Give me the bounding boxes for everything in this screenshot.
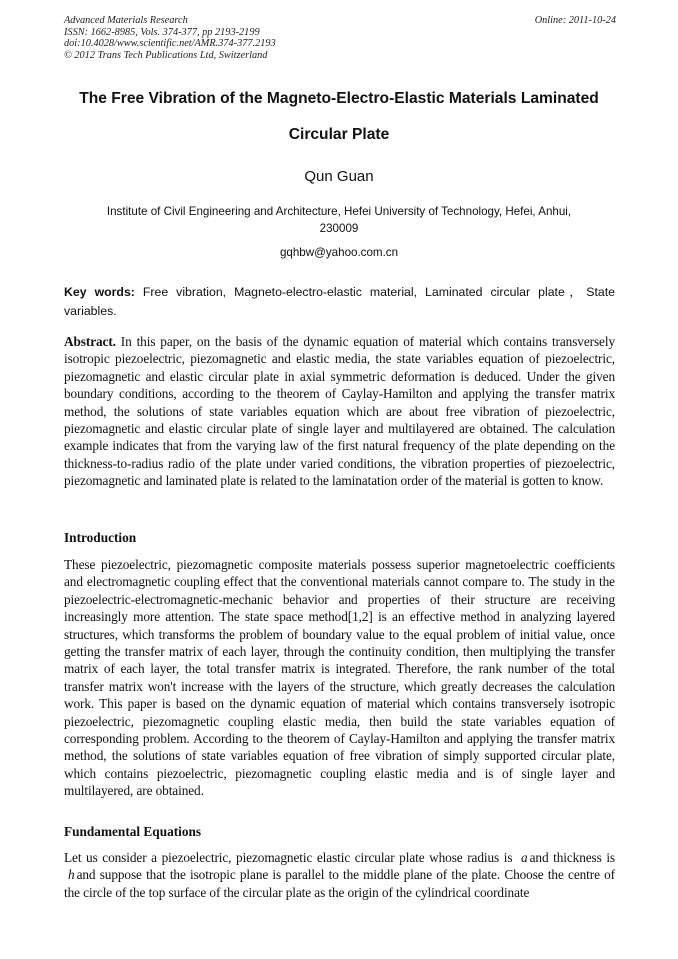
variable-a: a [521, 850, 528, 865]
doi-line: doi:10.4028/www.scientific.net/AMR.374-377.2193 [64, 38, 276, 49]
journal-header [64, 15, 616, 61]
fundamental-text-b: and thickness is [529, 850, 615, 865]
introduction-paragraph: These piezoelectric, piezomagnetic composite materials possess superior magnetoelectric coefficients and electromagnetic coupling effect that the conventional materials cannot compare to. The study in the piezoelectric-electromagnetic-mechanic behavior and properties of their structure are receiving increasingly more attention. The state space method[1,2] is an effective method in analyzing layered structures, which transforms the problem of boundary value to the equal problem of initial value, once getting the transfer matrix of each layer, through the continuity condition, then multiplying the transfer matrix of each layer, the total transfer matrix is integrated. Therefore, the rank number of the total transfer matrix won't increase with the layers of the structure, which greatly decreases the calculation work. This paper is based on the dynamic equation of material which contains transversely isotropic piezoelectric, piezomagnetic coupling elastic media, then build the state variables equation of corresponding problem. According to the theorem of Caylay-Hamilton and applying the transfer matrix method, the solutions of state variables equation of free vibration of simply supported circular plate, which contains piezoelectric, piezomagnetic coupling elastic media and is of single layer and multilayered, are obtained. [64, 557, 615, 799]
fundamental-text-c: and suppose that the isotropic plane is parallel to the middle plane of the plate. Choose the centre of the circle of the top surface of the circular plate as the origin of the cylindrical coordinate [64, 867, 615, 900]
affiliation-line-1: Institute of Civil Engineering and Architecture, Hefei University of Technology, Hefei, Anhui, [106, 205, 572, 218]
section-heading-introduction: Introduction [64, 530, 137, 545]
paper-title-line-2: Circular Plate [288, 126, 390, 143]
online-date: Online: 2011-10-24 [534, 15, 616, 26]
keywords-label: Key words: [64, 285, 135, 299]
fundamental-text-a: Let us consider a piezoelectric, piezomagnetic elastic circular plate whose radius is [64, 850, 518, 865]
author-email: gqhbw@yahoo.com.cn [279, 246, 399, 259]
abstract [64, 333, 615, 490]
abstract-label: Abstract. [64, 334, 116, 349]
affiliation [80, 203, 598, 237]
keywords-text: Free vibration, Magneto-electro-elastic material, Laminated circular plate，State variables. [64, 285, 615, 318]
issn-line: ISSN: 1662-8985, Vols. 374-377, pp 2193-2199 [64, 26, 260, 38]
variable-h: h [68, 867, 75, 883]
abstract-text: In this paper, on the basis of the dynamic equation of material which contains transversely isotropic piezoelectric, piezomagnetic and elastic media, the state variables equation of piezoelectric, piezomagnetic and elastic circular plate in axial symmetric deformation is deduced. Under the given boundary conditions, according to the theorem of Caylay-Hamilton and applying the transfer matrix method, the solutions of state variables equation which are about free vibration of piezoelectric, piezomagnetic and elastic circular plate of single layer and multilayered are obtained. The calculation example indicates that from the varying law of the first natural frequency of the plate depending on the thickness-to-radius radio of the plate under varied conditions, the vibration properties of piezoelectric, piezomagnetic and laminated plate is related to the laminatation order of the material is gotten to know. [64, 334, 615, 489]
author-name: Qun Guan [304, 168, 374, 185]
copyright-line: © 2012 Trans Tech Publications Ltd, Switzerland [64, 49, 268, 61]
paper-title-line-1: The Free Vibration of the Magneto-Electro-Elastic Materials Laminated [79, 90, 599, 107]
affiliation-line-2: 230009 [319, 222, 359, 235]
journal-name: Advanced Materials Research [64, 15, 188, 26]
fundamental-equations-paragraph [64, 849, 615, 901]
section-heading-fundamental-equations: Fundamental Equations [64, 824, 202, 839]
keywords [64, 283, 615, 320]
